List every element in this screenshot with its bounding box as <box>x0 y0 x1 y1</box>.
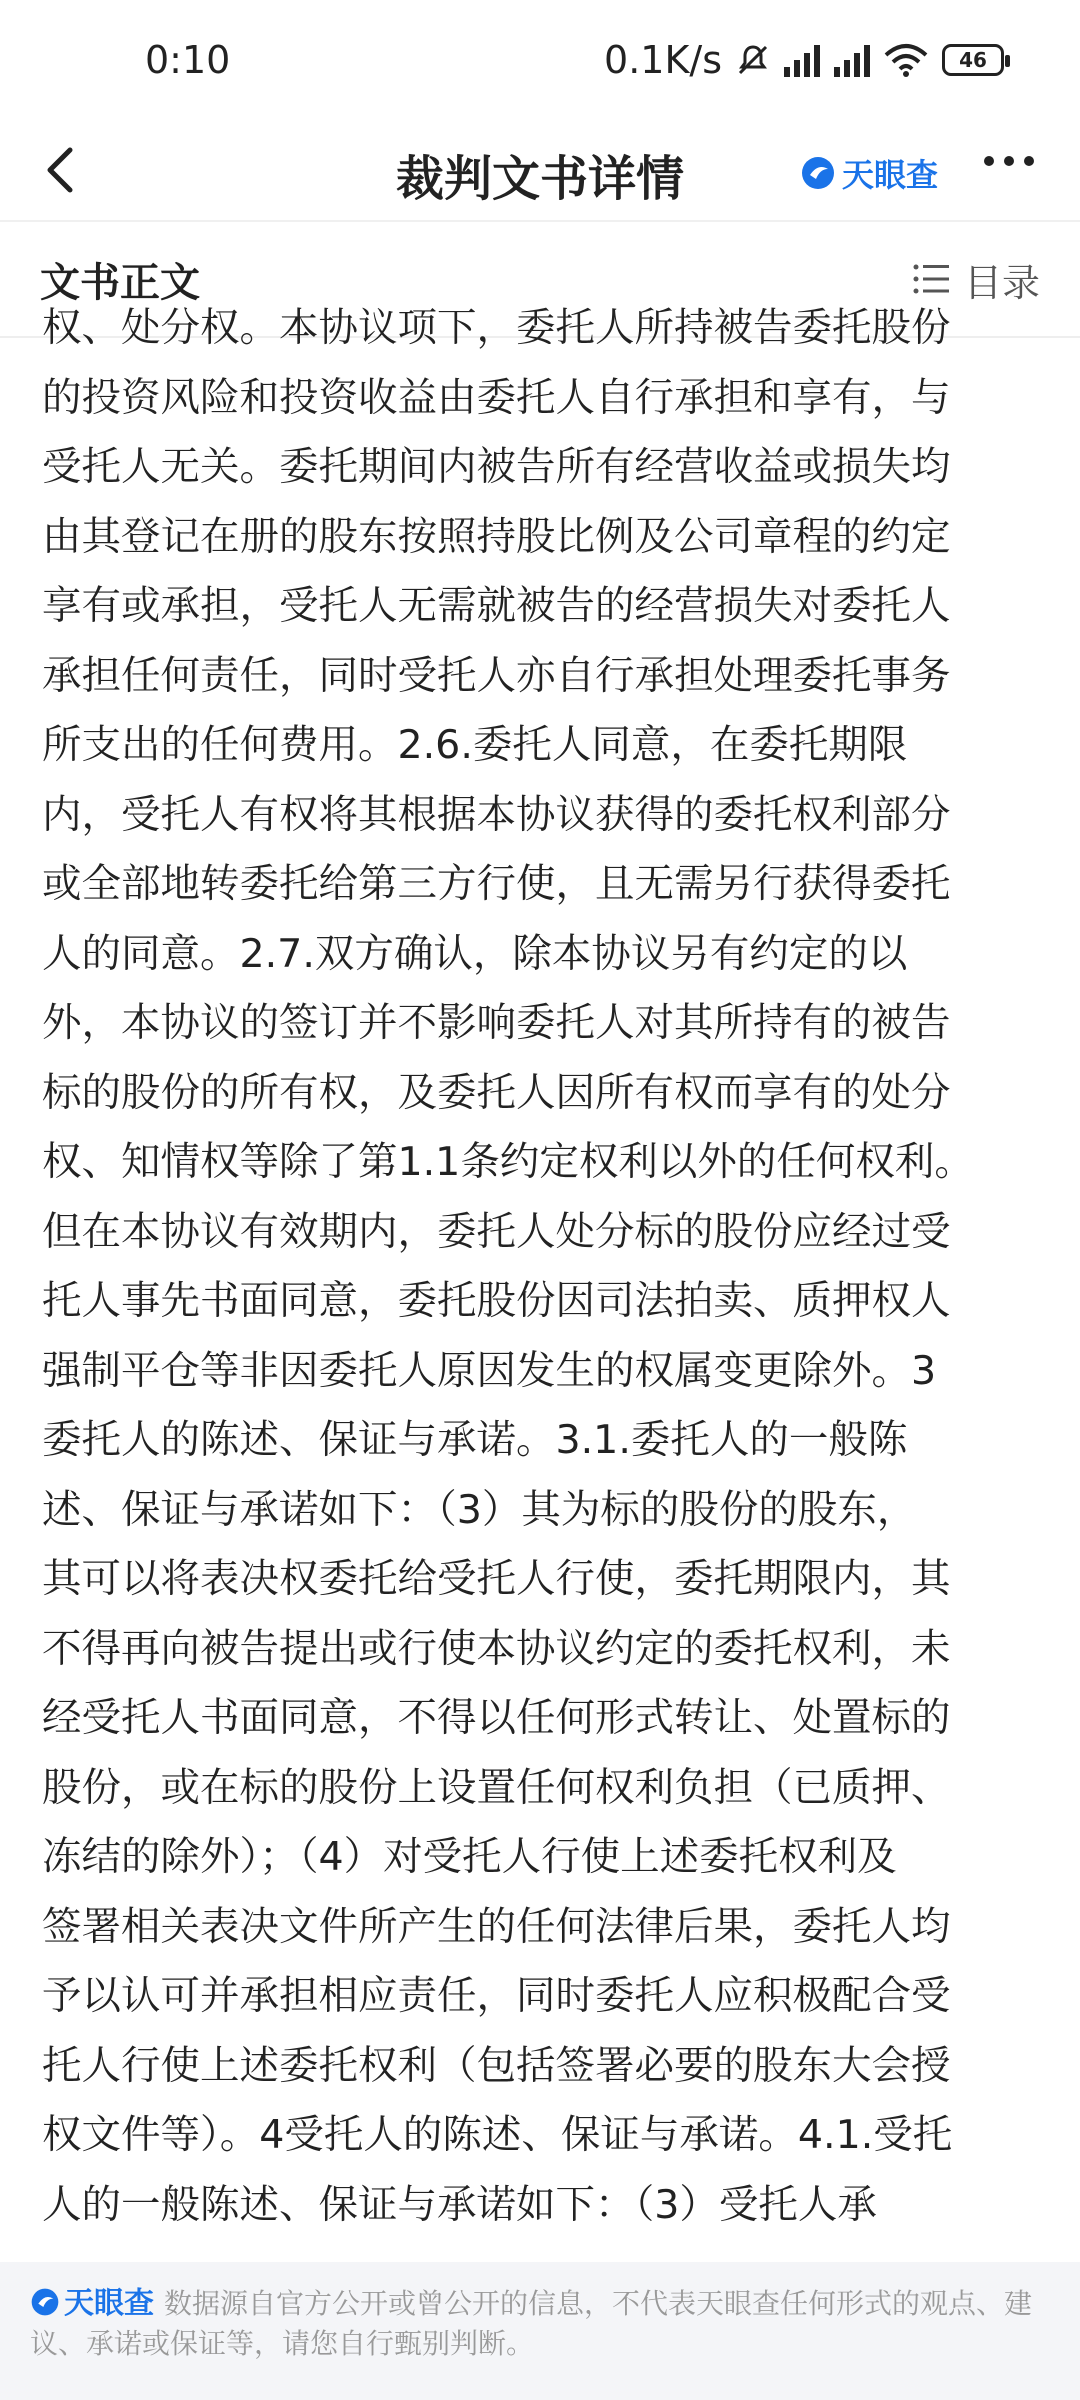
signal-hd-icon <box>784 43 820 77</box>
document-body <box>42 294 1040 2240</box>
document-line: 其可以将表决权委托给受托人行使，委托期限内，其 <box>42 1556 951 1602</box>
brand-name: 天眼查 <box>842 156 939 194</box>
footer-notice-text: 数据源自官方公开或曾公开的信息，不代表天眼查任何形式的观点、建议、承诺或保证等，请您自行甄别判断。 <box>30 2287 1033 2360</box>
document-line: 所支出的任何费用。2.6.委托人同意，在委托期限 <box>42 722 908 768</box>
tianyancha-logo-icon <box>30 2287 60 2317</box>
document-line: 托人行使上述委托权利（包括签署必要的股东大会授 <box>42 2042 951 2089</box>
document-line: 签署相关表决文件所产生的任何法律后果，委托人均 <box>42 1903 951 1950</box>
document-line: 标的股份的所有权，及委托人因所有权而享有的处分 <box>42 1069 951 1116</box>
status-bar <box>0 0 1080 120</box>
document-line: 受托人无关。委托期间内被告所有经营收益或损失均 <box>42 444 951 490</box>
document-line: 或全部地转委托给第三方行使，且无需另行获得委托 <box>42 861 951 907</box>
document-line: 股份，或在标的股份上设置任何权利负担（已质押、 <box>42 1764 951 1811</box>
toc-label: 目录 <box>963 260 1040 305</box>
list-icon <box>912 262 950 296</box>
document-line: 托人事先书面同意，委托股份因司法拍卖、质押权人 <box>42 1278 951 1324</box>
document-line: 强制平仓等非因委托人原因发生的权属变更除外。3 <box>42 1347 937 1394</box>
document-line: 由其登记在册的股东按照持股比例及公司章程的约定 <box>42 513 951 560</box>
network-speed: 0.1K/s <box>604 38 722 82</box>
document-line: 权、知情权等除了第1.1条约定权利以外的任何权利。 <box>42 1139 974 1185</box>
document-line: 享有或承担，受托人无需就被告的经营损失对委托人 <box>42 583 951 629</box>
document-line: 权文件等）。4受托人的陈述、保证与承诺。4.1.受托 <box>42 2112 953 2158</box>
brand-logo[interactable] <box>800 150 938 196</box>
signal-hd-icon <box>834 43 870 77</box>
page-title: 裁判文书详情 <box>395 151 684 207</box>
document-line: 的投资风险和投资收益由委托人自行承担和享有，与 <box>42 374 951 421</box>
document-scroll-area[interactable] <box>0 305 1080 2268</box>
document-line: 外，本协议的签订并不影响委托人对其所持有的被告 <box>42 1000 951 1046</box>
document-line: 予以认可并承担相应责任，同时委托人应积极配合受 <box>42 1973 951 2019</box>
mute-icon <box>736 43 770 77</box>
document-line: 权、处分权。本协议项下，委托人所持被告委托股份 <box>42 305 951 351</box>
wifi-icon <box>884 43 928 77</box>
status-icons <box>604 38 1004 82</box>
footer-brand: 天眼查 <box>64 2286 154 2321</box>
document-line: 承担任何责任，同时受托人亦自行承担处理委托事务 <box>42 652 951 699</box>
document-line: 经受托人书面同意，不得以任何形式转让、处置标的 <box>42 1695 951 1741</box>
document-line: 冻结的除外）；（4）对受托人行使上述委托权利及 <box>42 1834 897 1880</box>
document-line: 人的同意。2.7.双方确认，除本协议另有约定的以 <box>42 930 908 977</box>
battery-icon: 46 <box>942 44 1004 76</box>
document-line: 委托人的陈述、保证与承诺。3.1.委托人的一般陈 <box>42 1417 908 1463</box>
document-line: 人的一般陈述、保证与承诺如下：（3）受托人承 <box>42 2181 877 2228</box>
document-line: 不得再向被告提出或行使本协议约定的委托权利，未 <box>42 1625 951 1672</box>
footer-disclaimer <box>0 2262 1080 2400</box>
status-time: 0:10 <box>145 38 231 82</box>
nav-bar <box>0 120 1080 220</box>
more-options-icon[interactable] <box>984 156 1034 166</box>
section-title: 文书正文 <box>40 259 200 306</box>
document-line: 内，受托人有权将其根据本协议获得的委托权利部分 <box>42 791 951 838</box>
tianyancha-logo-icon <box>800 155 836 191</box>
document-line: 但在本协议有效期内，委托人处分标的股份应经过受 <box>42 1208 951 1255</box>
document-line: 述、保证与承诺如下：（3）其为标的股份的股东， <box>42 1486 917 1533</box>
